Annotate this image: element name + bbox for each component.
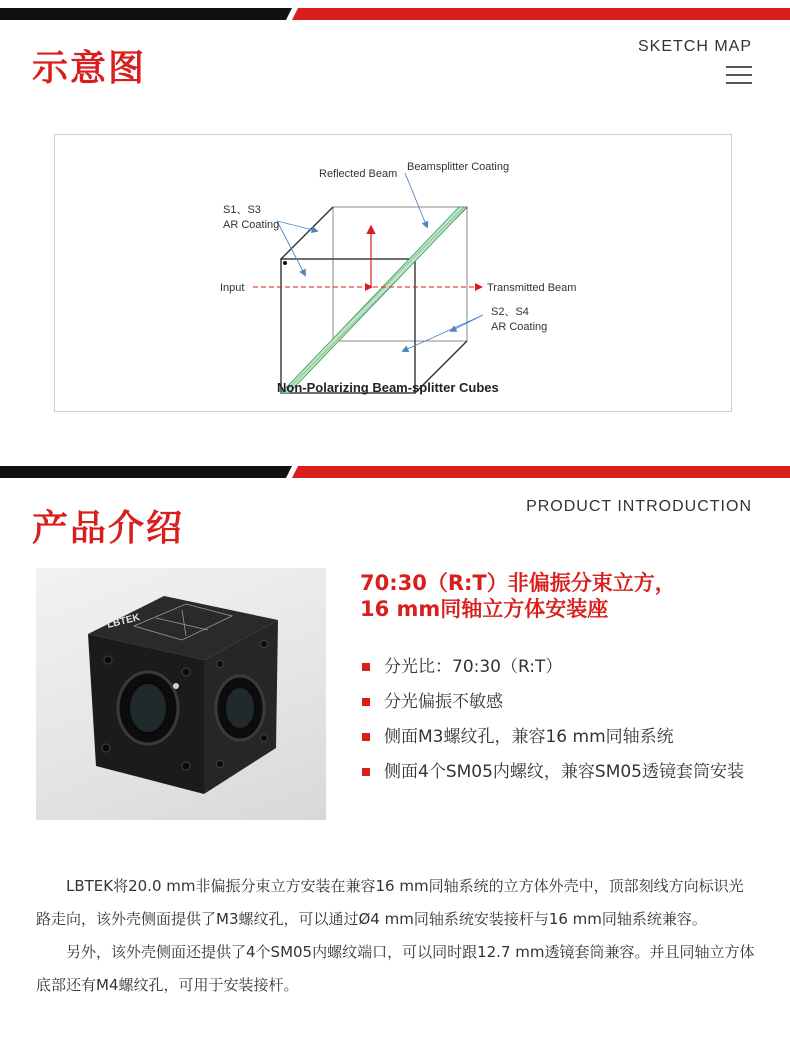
section-subtitle-sketch: SKETCH MAP	[637, 38, 752, 55]
feature-item: 分光比：70:30（R:T）	[360, 650, 760, 685]
product-description	[36, 870, 756, 1002]
hamburger-menu-icon[interactable]	[726, 66, 752, 86]
beamsplitter-diagram	[54, 134, 732, 412]
corner-dot	[283, 261, 287, 265]
section-divider-product	[0, 462, 790, 486]
product-name-line1: 70:30（R:T）非偏振分束立方，	[360, 571, 676, 595]
label-transmitted-beam: Transmitted Beam	[487, 282, 577, 294]
label-s1-s3: S1、S3	[223, 204, 261, 216]
description-paragraph-1: LBTEK将20.0 mm非偏振分束立方安装在兼容16 mm同轴系统的立方体外壳中，顶部刻线方向标识光路走向，该外壳侧面提供了M3螺纹孔，可以通过Ø4 mm同轴系统安装接杆与16 mm同轴系统兼容。	[36, 877, 744, 928]
section-title-product: 产品介绍	[32, 508, 185, 549]
section-subtitle-product: PRODUCT INTRODUCTION	[526, 498, 752, 515]
description-paragraph-2: 另外，该外壳侧面还提供了4个SM05内螺纹端口，可以同时跟12.7 mm透镜套筒兼容。并且同轴立方体底部还有M4螺纹孔，可用于安装接杆。	[36, 943, 755, 994]
beamsplitter-coating-plane	[281, 207, 467, 393]
bullet-square-icon	[362, 663, 370, 671]
feature-item: 分光偏振不敏感	[360, 685, 760, 720]
label-s2-s4: S2、S4	[491, 306, 529, 318]
label-beamsplitter-coating: Beamsplitter Coating	[407, 161, 510, 173]
product-photo	[36, 568, 326, 820]
product-image-brand: LBTEK	[106, 612, 142, 631]
label-s2-s4-coating: AR Coating	[491, 321, 548, 333]
diagram-caption: Non-Polarizing Beam-splitter Cubes	[277, 380, 499, 395]
label-input: Input	[220, 282, 245, 294]
bullet-square-icon	[362, 768, 370, 776]
product-name	[360, 570, 760, 622]
feature-item: 侧面M3螺纹孔，兼容16 mm同轴系统	[360, 720, 760, 755]
feature-item: 侧面4个SM05内螺纹，兼容SM05透镜套筒安装	[360, 755, 760, 790]
label-reflected-beam: Reflected Beam	[319, 168, 398, 180]
feature-list	[360, 650, 760, 790]
pointer-lines	[277, 173, 483, 351]
product-name-line2: 16 mm同轴立方体安装座	[360, 597, 609, 621]
bullet-square-icon	[362, 733, 370, 741]
section-divider-top	[0, 4, 790, 28]
bullet-square-icon	[362, 698, 370, 706]
section-title-sketch: 示意图	[32, 48, 147, 89]
label-s1-s3-coating: AR Coating	[223, 219, 280, 231]
